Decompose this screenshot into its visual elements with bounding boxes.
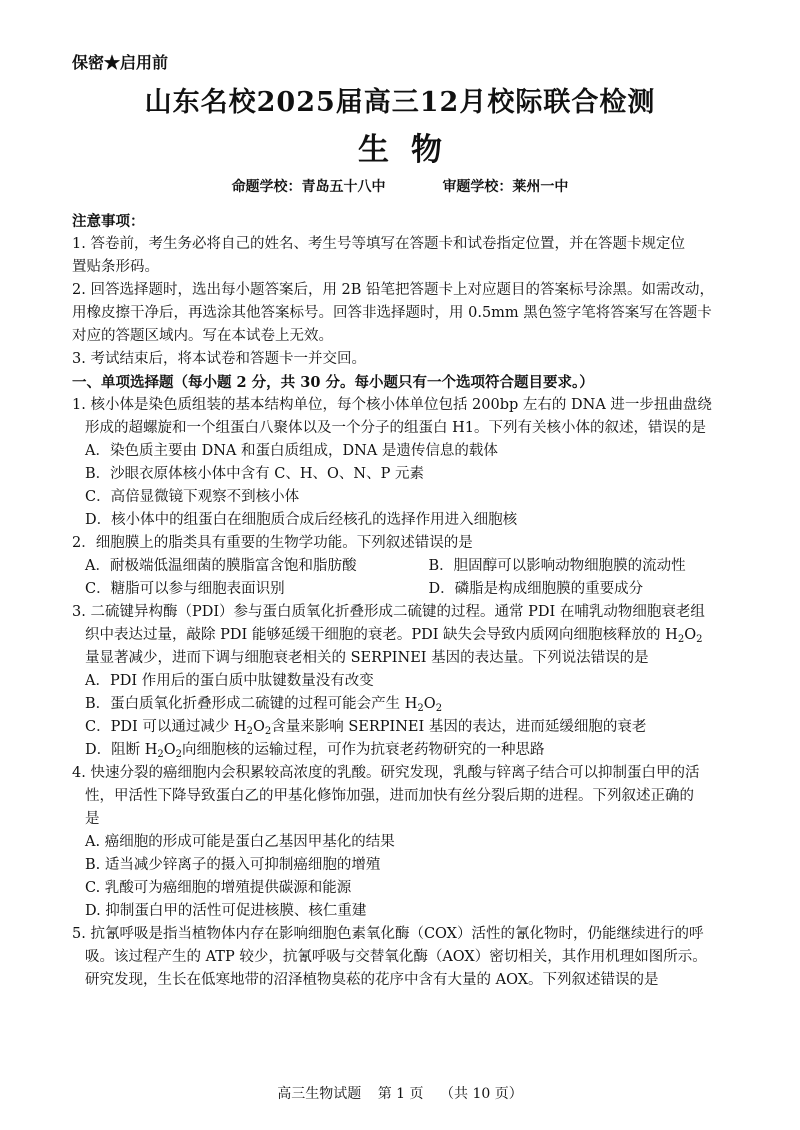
q1-option-c: C．高倍显微镜下观察不到核小体 — [85, 489, 300, 505]
author-school: 命题学校：青岛五十八中 — [231, 179, 386, 195]
notice-item-1-line-2: 置贴条形码。 — [72, 259, 159, 275]
q2-option-c: C．糖脂可以参与细胞表面识别 — [85, 581, 285, 597]
exam-body — [72, 210, 772, 992]
q5-stem-line-2: 吸。该过程产生的 ATP 较少，抗氰呼吸与交替氧化酶（AOX）密切相关，其作用机理如图所示。 — [85, 949, 707, 965]
footer-page-number: 第 1 页 — [377, 1086, 424, 1102]
q1-option-b: B．沙眼衣原体核小体中含有 C、H、O、N、P 元素 — [85, 466, 424, 482]
q2-options-row-1 — [72, 555, 772, 578]
q4-option-a: A. 癌细胞的形成可能是蛋白乙基因甲基化的结果 — [85, 834, 395, 850]
notice-item-1-line-1: 1. 答卷前，考生务必将自己的姓名、考生号等填写在答题卡和试卷指定位置，并在答题卡规定位 — [72, 236, 685, 252]
q2-stem: 2．细胞膜上的脂类具有重要的生物学功能。下列叙述错误的是 — [72, 535, 473, 551]
q4-stem-line-2: 性，甲活性下降导致蛋白乙的甲基化修饰加强，进而加快有丝分裂后期的进程。下列叙述正确的 — [85, 788, 694, 804]
footer-exam-name: 高三生物试题 — [277, 1086, 362, 1102]
notice-title: 注意事项： — [72, 213, 145, 230]
q2-option-d: D．磷脂是构成细胞膜的重要成分 — [428, 581, 644, 597]
notice-item-2-line-1: 2. 回答选择题时，选出每小题答案后，用 2B 铅笔把答题卡上对应题目的答案标号涂黑。如需改动， — [72, 282, 715, 298]
q4-stem-line-3: 是 — [85, 811, 100, 827]
q3-option-d: D．阻断 $H_2O_2$向细胞核的运输过程，可作为抗衰老药物研究的一种思路 — [85, 742, 545, 760]
school-info — [0, 176, 800, 196]
q3-stem-line-3: 量显著减少，进而下调与细胞衰老相关的 SERPINEI 基因的表达量。下列说法错误的是 — [85, 650, 649, 666]
q2-options-row-2 — [72, 578, 772, 601]
q1-stem-line-1: 1. 核小体是染色质组装的基本结构单位，每个核小体单位包括 200bp 左右的 DNA 进一步扭曲盘绕 — [72, 397, 712, 413]
q5-stem-line-3: 研究发现，生长在低寒地带的沼泽植物臭菘的花序中含有大量的 AOX。下列叙述错误的是 — [85, 972, 659, 988]
section-title: 一、单项选择题（每小题 2 分，共 30 分。每小题只有一个选项符合题目要求。） — [72, 374, 594, 391]
q1-option-a: A．染色质主要由 DNA 和蛋白质组成，DNA 是遗传信息的载体 — [85, 443, 498, 459]
q1-option-d: D．核小体中的组蛋白在细胞质合成后经核孔的选择作用进入细胞核 — [85, 512, 518, 528]
q3-option-c: C．PDI 可以通过减少 $H_2O_2$含量来影响 SERPINEI 基因的表达，进而延缓细胞的衰老 — [85, 719, 647, 737]
page-footer — [0, 1083, 800, 1103]
q2-option-a: A．耐极端低温细菌的膜脂富含饱和脂肪酸 — [85, 558, 357, 574]
exam-title: 山东名校2025届高三12月校际联合检测 — [144, 87, 656, 118]
notice-item-2-line-3: 对应的答题区域内。写在本试卷上无效。 — [72, 328, 333, 344]
notice-item-2-line-2: 用橡皮擦干净后，再选涂其他答案标号。回答非选择题时，用 0.5mm 黑色签字笔将答案写在答题卡 — [72, 305, 712, 321]
q1-stem-line-2: 形成的超螺旋和一个组蛋白八聚体以及一个分子的组蛋白 H1。下列有关核小体的叙述，错误的是 — [85, 420, 706, 436]
q4-option-c: C. 乳酸可为癌细胞的增殖提供碳源和能源 — [85, 880, 352, 896]
q4-stem-line-1: 4. 快速分裂的癌细胞内会积累较高浓度的乳酸。研究发现，乳酸与锌离子结合可以抑制蛋白甲的活 — [72, 765, 700, 781]
q3-stem-line-2: 织中表达过量，敲除 PDI 能够延缓干细胞的衰老。PDI 缺失会导致内质网向细胞核释放的 $H_2O_2$ — [85, 627, 703, 645]
q4-option-b: B. 适当减少锌离子的摄入可抑制癌细胞的增殖 — [85, 857, 381, 873]
notice-item-3: 3. 考试结束后，将本试卷和答题卡一并交回。 — [72, 351, 366, 367]
q3-option-a: A．PDI 作用后的蛋白质中肽键数量没有改变 — [85, 673, 374, 689]
q3-option-b: B．蛋白质氧化折叠形成二硫键的过程可能会产生 $H_2O_2$ — [85, 696, 443, 714]
footer-total-pages: （共 10 页） — [440, 1086, 523, 1102]
q2-option-b: B．胆固醇可以影响动物细胞膜的流动性 — [428, 558, 686, 574]
secret-mark: 保密★启用前 — [72, 53, 169, 72]
q3-stem-line-1: 3. 二硫键异构酶（PDI）参与蛋白质氧化折叠形成二硫键的过程。通常 PDI 在哺乳动物细胞衰老组 — [72, 604, 705, 620]
q5-stem-line-1: 5. 抗氰呼吸是指当植物体内存在影响细胞色素氧化酶（COX）活性的氰化物时，仍能继续进行的呼 — [72, 926, 704, 942]
q4-option-d: D. 抑制蛋白甲的活性可促进核膜、核仁重建 — [85, 903, 367, 919]
review-school: 审题学校：莱州一中 — [442, 179, 569, 195]
subject-title: 生物 — [358, 132, 464, 168]
